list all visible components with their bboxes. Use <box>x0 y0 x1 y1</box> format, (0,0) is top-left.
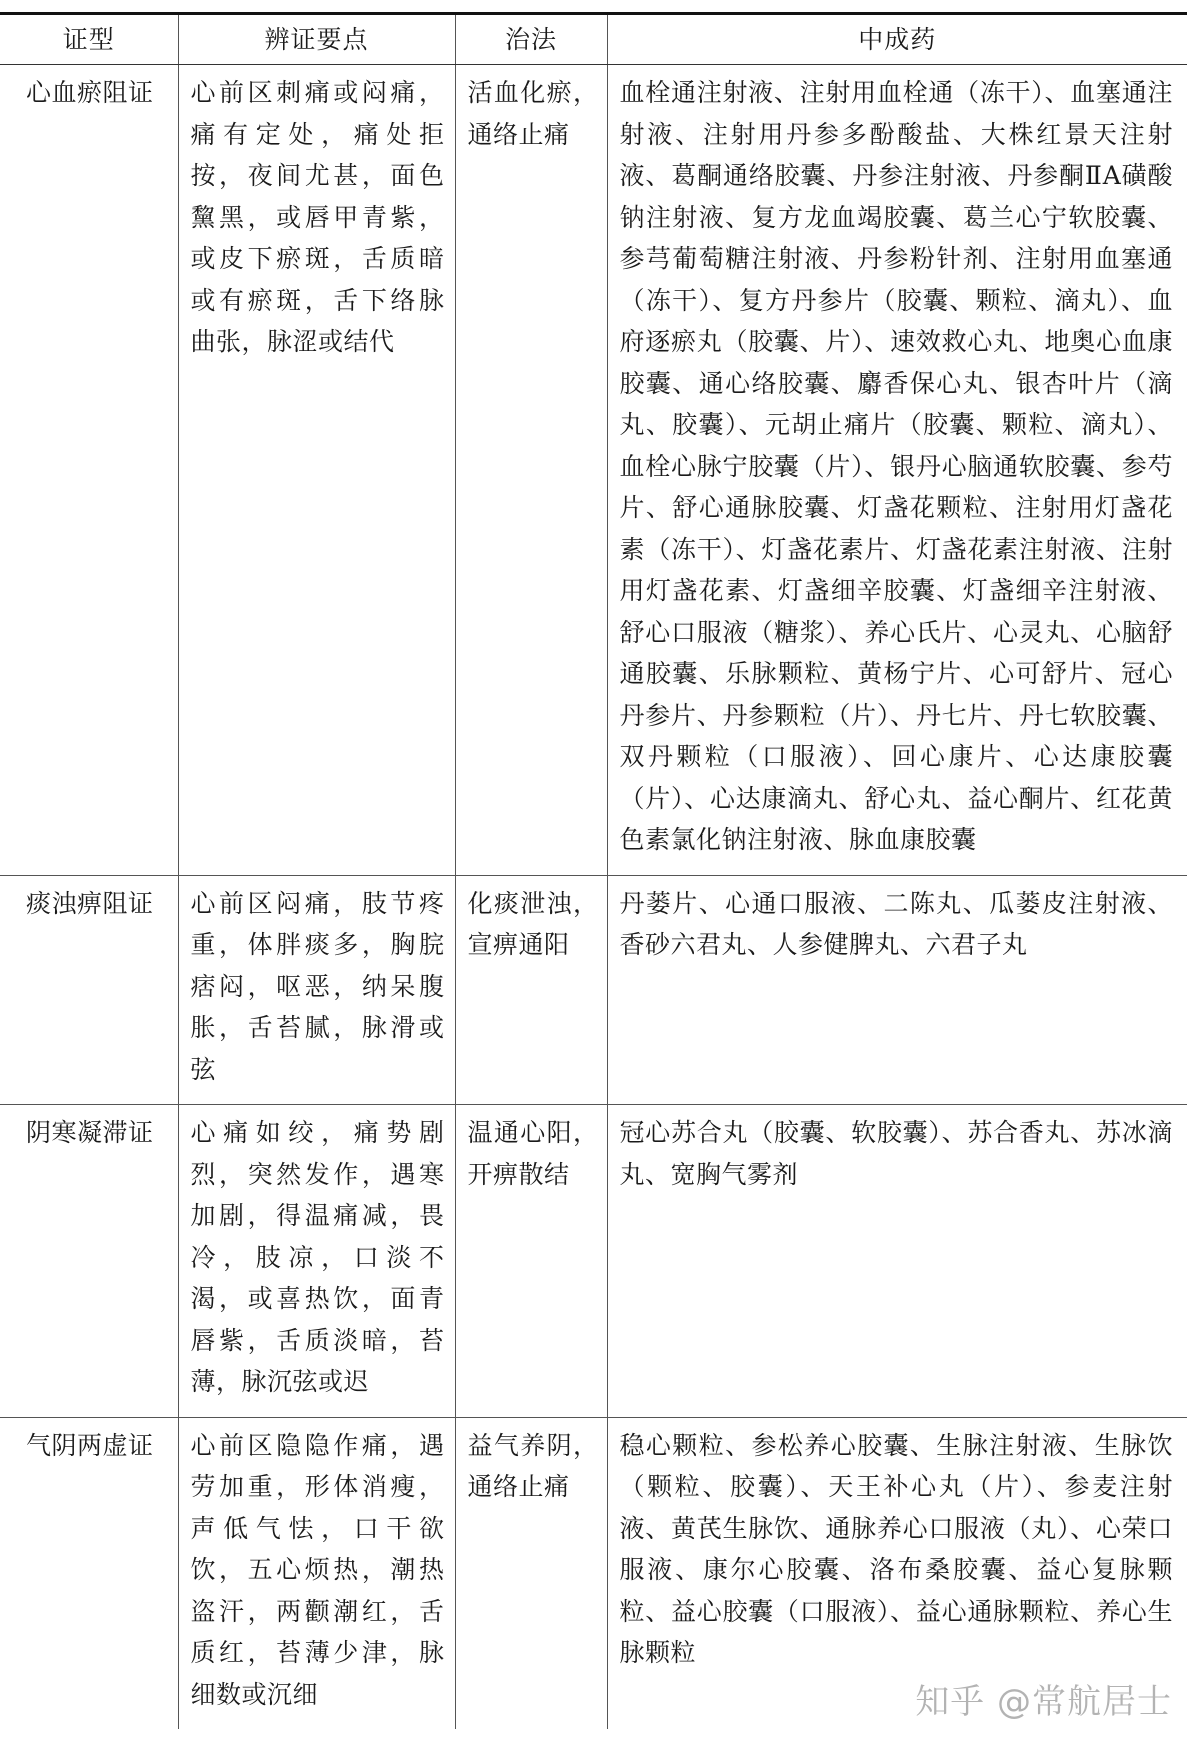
syndrome-type-cell: 气阴两虚证 <box>26 1430 154 1460</box>
header-medicines: 中成药 <box>607 15 1187 65</box>
header-key-points: 辨证要点 <box>178 15 455 65</box>
header-row <box>0 15 1187 65</box>
syndrome-type-cell: 痰浊痹阻证 <box>0 875 178 1105</box>
medicines-cell: 丹蒌片、心通口服液、二陈丸、瓜蒌皮注射液、香砂六君丸、人参健脾丸、六君子丸 <box>607 875 1187 1105</box>
table-row <box>0 1105 1187 1418</box>
key-points-cell: 心前区刺痛或闷痛，痛有定处，痛处拒按，夜间尤甚，面色黧黑，或唇甲青紫，或皮下瘀斑，舌质暗或有瘀斑，舌下络脉曲张，脉涩或结代 <box>178 65 455 876</box>
key-points-cell: 心前区隐隐作痛，遇劳加重，形体消瘦，声低气怯，口干欲饮，五心烦热，潮热盗汗，两颧潮红，舌质红，苔薄少津，脉细数或沉细 <box>178 1417 455 1729</box>
treatment-method-cell: 活血化瘀，通络止痛 <box>455 65 607 876</box>
treatment-method-cell: 温通心阳，开痹散结 <box>455 1105 607 1418</box>
header-syndrome-type: 证型 <box>0 15 178 65</box>
zhihu-watermark: 知乎 @常航居士 <box>915 1682 1172 1722</box>
medicines-cell: 血栓通注射液、注射用血栓通（冻干）、血塞通注射液、注射用丹参多酚酸盐、大株红景天注射液、葛酮通络胶囊、丹参注射液、丹参酮ⅡA磺酸钠注射液、复方龙血竭胶囊、葛兰心宁软胶囊、参芎葡萄糖注射液、丹参粉针剂、注射用血塞通（冻干）、复方丹参片（胶囊、颗粒、滴丸）、血府逐瘀丸（胶囊、片）、速效救心丸、地奥心血康胶囊、通心络胶囊、麝香保心丸、银杏叶片（滴丸、胶囊）、元胡止痛片（胶囊、颗粒、滴丸）、血栓心脉宁胶囊（片）、银丹心脑通软胶囊、参芍片、舒心通脉胶囊、灯盏花颗粒、注射用灯盏花素（冻干）、灯盏花素片、灯盏花素注射液、注射用灯盏花素、灯盏细辛胶囊、灯盏细辛注射液、舒心口服液（糖浆）、养心氏片、心灵丸、心脑舒通胶囊、乐脉颗粒、黄杨宁片、心可舒片、冠心丹参片、丹参颗粒（片）、丹七片、丹七软胶囊、双丹颗粒（口服液）、回心康片、心达康胶囊（片）、心达康滴丸、舒心丸、益心酮片、红花黄色素氯化钠注射液、脉血康胶囊 <box>607 65 1187 876</box>
medicines-cell: 稳心颗粒、参松养心胶囊、生脉注射液、生脉饮（颗粒、胶囊）、天王补心丸（片）、参麦注射液、黄芪生脉饮、通脉养心口服液（丸）、心荣口服液、康尔心胶囊、洛布桑胶囊、益心复脉颗粒、益心胶囊（口服液）、益心通脉颗粒、养心生脉颗粒 <box>607 1417 1187 1729</box>
syndrome-table <box>0 15 1187 1729</box>
table-row <box>0 1417 1187 1729</box>
treatment-method-cell: 益气养阴，通络止痛 <box>455 1417 607 1729</box>
syndrome-type-cell: 阴寒凝滞证 <box>0 1105 178 1418</box>
medicines-cell: 冠心苏合丸（胶囊、软胶囊）、苏合香丸、苏冰滴丸、宽胸气雾剂 <box>607 1105 1187 1418</box>
key-points-cell: 心痛如绞，痛势剧烈，突然发作，遇寒加剧，得温痛减，畏冷，肢凉，口淡不渴，或喜热饮，面青唇紫，舌质淡暗，苔薄，脉沉弦或迟 <box>178 1105 455 1418</box>
syndrome-type-cell: 心血瘀阻证 <box>0 65 178 876</box>
key-points-cell: 心前区闷痛，肢节疼重，体胖痰多，胸脘痞闷，呕恶，纳呆腹胀，舌苔腻，脉滑或弦 <box>178 875 455 1105</box>
table-row <box>0 875 1187 1105</box>
treatment-method-cell: 化痰泄浊，宣痹通阳 <box>455 875 607 1105</box>
table-row <box>0 65 1187 876</box>
header-treatment-method: 治法 <box>455 15 607 65</box>
